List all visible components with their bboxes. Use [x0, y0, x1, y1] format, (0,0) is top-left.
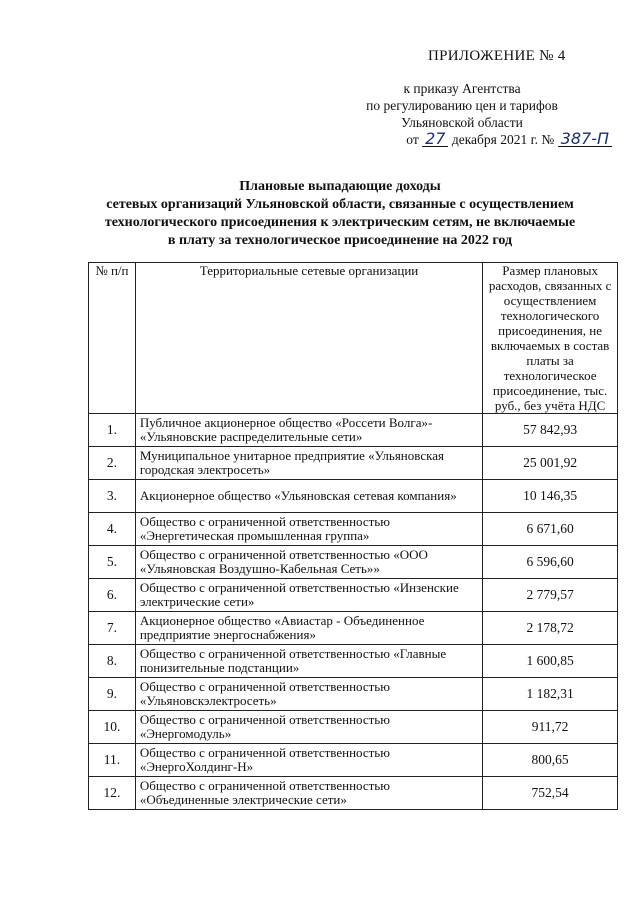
heading-line-2: сетевых организаций Ульяновской области, связанные с осуществлением: [106, 197, 574, 212]
row-organization: Муниципальное унитарное предприятие «Ульяновская городская электросеть»: [135, 447, 482, 480]
heading-line-3: технологического присоединения к электрическим сетям, не включаемые: [104, 215, 576, 230]
order-line-2: по регулированию цен и тарифов: [366, 98, 558, 113]
row-amount: 752,54: [483, 777, 618, 810]
row-number: 10.: [89, 711, 136, 744]
order-reference: [312, 80, 612, 148]
appendix-title: ПРИЛОЖЕНИЕ № 4: [428, 48, 566, 64]
expenses-table: [88, 262, 618, 810]
row-amount: 2 178,72: [483, 612, 618, 645]
table-row: [89, 480, 618, 513]
row-number: 5.: [89, 546, 136, 579]
row-organization: Общество с ограниченной ответственностью «ООО «Ульяновская Воздушно-Кабельная Сеть»»: [135, 546, 482, 579]
row-number: 12.: [89, 777, 136, 810]
row-organization: Публичное акционерное общество «Россети Волга»- «Ульяновские распределительные сети»: [135, 414, 482, 447]
row-organization: Общество с ограниченной ответственностью «Объединенные электрические сети»: [135, 777, 482, 810]
order-number-handwritten: 387-П: [558, 132, 612, 147]
row-organization: Общество с ограниченной ответственностью «Ульяновскэлектросеть»: [135, 678, 482, 711]
document-heading: [60, 178, 620, 250]
row-organization: Акционерное общество «Ульяновская сетевая компания»: [135, 480, 482, 513]
row-organization: Общество с ограниченной ответственностью «ЭнергоХолдинг-Н»: [135, 744, 482, 777]
row-amount: 25 001,92: [483, 447, 618, 480]
row-organization: Акционерное общество «Авиастар - Объединенное предприятие энергоснабжения»: [135, 612, 482, 645]
row-amount: 10 146,35: [483, 480, 618, 513]
table-row: [89, 579, 618, 612]
row-number: 2.: [89, 447, 136, 480]
row-number: 9.: [89, 678, 136, 711]
row-number: 1.: [89, 414, 136, 447]
row-organization: Общество с ограниченной ответственностью «Главные понизительные подстанции»: [135, 645, 482, 678]
row-amount: 800,65: [483, 744, 618, 777]
row-amount: 6 596,60: [483, 546, 618, 579]
row-amount: 2 779,57: [483, 579, 618, 612]
header-organizations: Территориальные сетевые организации: [135, 263, 482, 414]
date-rest: декабря 2021 г. №: [451, 132, 555, 147]
table-row: [89, 744, 618, 777]
row-number: 6.: [89, 579, 136, 612]
date-day-handwritten: 27: [422, 132, 448, 147]
table-row: [89, 513, 618, 546]
header-num: № п/п: [89, 263, 136, 414]
table-row: [89, 546, 618, 579]
table-row: [89, 414, 618, 447]
order-date-line: [312, 131, 612, 148]
heading-line-4: в плату за технологическое присоединение на 2022 год: [167, 233, 513, 248]
row-organization: Общество с ограниченной ответственностью «Энергомодуль»: [135, 711, 482, 744]
table-row: [89, 645, 618, 678]
row-organization: Общество с ограниченной ответственностью «Инзенские электрические сети»: [135, 579, 482, 612]
row-amount: 911,72: [483, 711, 618, 744]
header-amount: Размер плановых расходов, связанных с осуществлением технологического присоединения, не включаемых в состав платы за технологическое присоединение, тыс. руб., без учёта НДС: [483, 263, 618, 414]
row-number: 8.: [89, 645, 136, 678]
row-number: 11.: [89, 744, 136, 777]
order-line-1: к приказу Агентства: [403, 81, 521, 96]
table-row: [89, 612, 618, 645]
heading-line-1: Плановые выпадающие доходы: [239, 179, 441, 194]
row-amount: 1 182,31: [483, 678, 618, 711]
date-prefix: от: [406, 132, 419, 147]
row-number: 7.: [89, 612, 136, 645]
order-line-3: Ульяновской области: [401, 115, 523, 130]
table-row: [89, 777, 618, 810]
row-amount: 57 842,93: [483, 414, 618, 447]
row-number: 4.: [89, 513, 136, 546]
table-body: [89, 414, 618, 810]
table-row: [89, 447, 618, 480]
table-row: [89, 711, 618, 744]
table-header-row: [89, 263, 618, 414]
table-row: [89, 678, 618, 711]
row-amount: 6 671,60: [483, 513, 618, 546]
row-organization: Общество с ограниченной ответственностью «Энергетическая промышленная группа»: [135, 513, 482, 546]
row-amount: 1 600,85: [483, 645, 618, 678]
row-number: 3.: [89, 480, 136, 513]
